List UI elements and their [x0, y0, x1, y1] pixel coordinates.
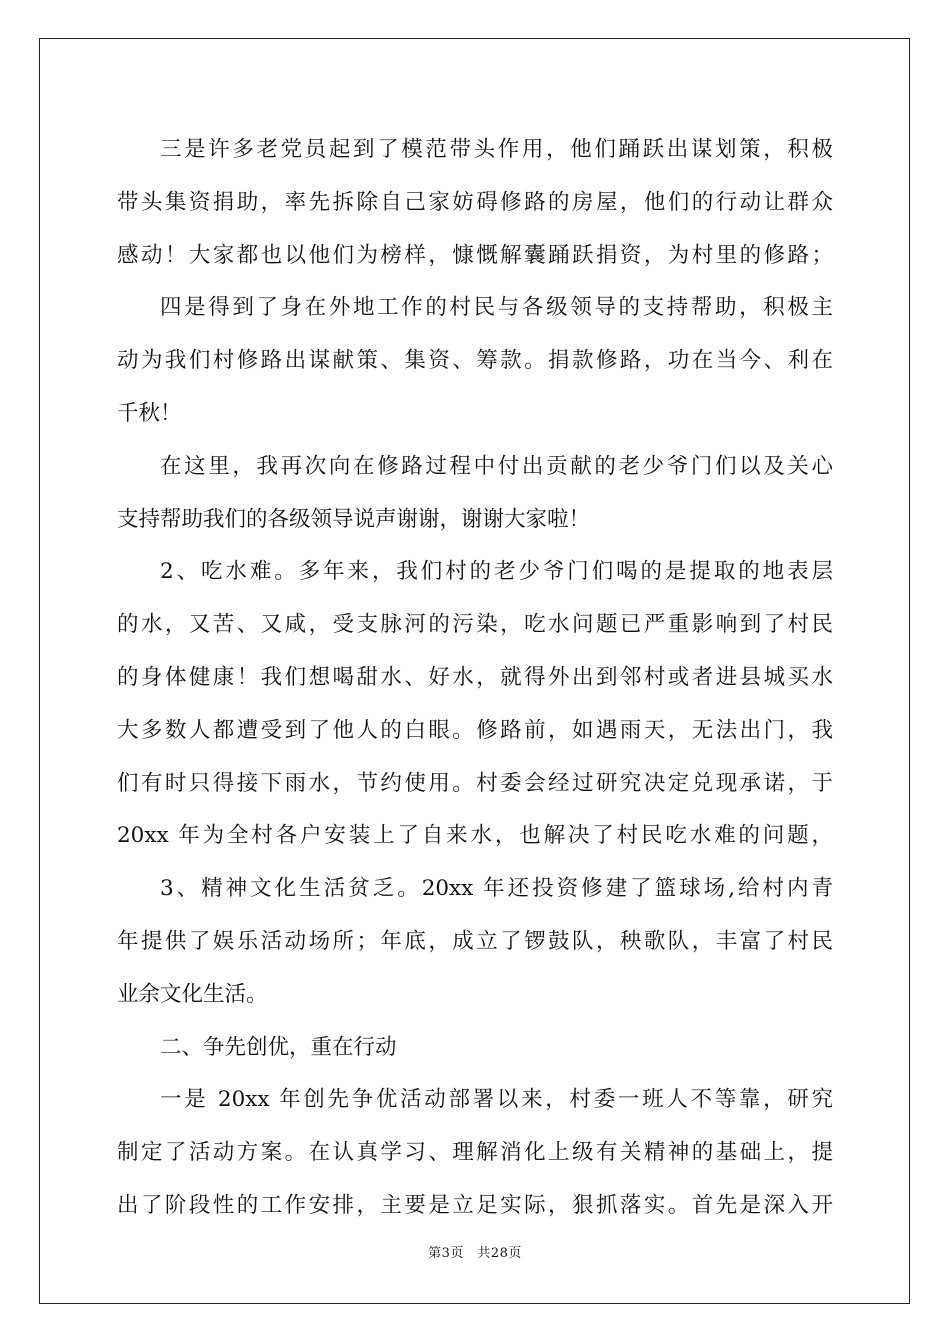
- text-line: 3、精神文化生活贫乏。20xx 年还投资修建了篮球场,给村内青: [160, 876, 833, 902]
- text-line: 业余文化生活。: [117, 981, 268, 1007]
- text-line: 带头集资捐助，率先拆除自己家妨碍修路的房屋，他们的行动让群众: [117, 189, 833, 215]
- text-line: 们有时只得接下雨水，节约使用。村委会经过研究决定兑现承诺，于: [117, 770, 833, 796]
- text-line: 千秋！: [117, 400, 182, 426]
- text-line: 感动！大家都也以他们为榜样，慷慨解囊踊跃捐资，为村里的修路；: [117, 242, 833, 268]
- text-line: 在这里，我再次向在修路过程中付出贡献的老少爷门们以及关心: [160, 453, 833, 479]
- text-line: 的身体健康！我们想喝甜水、好水，就得外出到邻村或者进县城买水: [117, 664, 833, 690]
- text-line: 支持帮助我们的各级领导说声谢谢，谢谢大家啦！: [117, 506, 591, 532]
- section-heading: 二、争先创优，重在行动: [160, 1034, 397, 1060]
- document-body: [117, 124, 833, 1233]
- text-line: 一是 20xx 年创先争优活动部署以来，村委一班人不等靠，研究: [160, 1087, 833, 1113]
- text-line: 四是得到了身在外地工作的村民与各级领导的支持帮助，积极主: [160, 295, 833, 321]
- text-line: 年提供了娱乐活动场所；年底，成立了锣鼓队，秧歌队，丰富了村民: [117, 928, 833, 954]
- text-line: 三是许多老党员起到了模范带头作用，他们踊跃出谋划策，积极: [160, 137, 833, 162]
- text-line: 的水，又苦、又咸，受支脉河的污染，吃水问题已严重影响到了村民: [117, 612, 833, 638]
- text-line: 20xx 年为全村各户安装上了自来水，也解决了村民吃水难的问题，: [117, 823, 833, 849]
- text-line: 大多数人都遭受到了他人的白眼。修路前，如遇雨天，无法出门，我: [117, 717, 833, 743]
- text-line: 制定了活动方案。在认真学习、理解消化上级有关精神的基础上，提: [117, 1140, 833, 1166]
- text-line: 动为我们村修路出谋献策、集资、筹款。捐款修路，功在当今、利在: [117, 348, 833, 374]
- page-number-footer: 第3页 共28页: [428, 1246, 522, 1261]
- text-line: 出了阶段性的工作安排，主要是立足实际，狠抓落实。首先是深入开: [117, 1192, 833, 1218]
- text-line: 2、吃水难。多年来，我们村的老少爷门们喝的是提取的地表层: [160, 559, 833, 585]
